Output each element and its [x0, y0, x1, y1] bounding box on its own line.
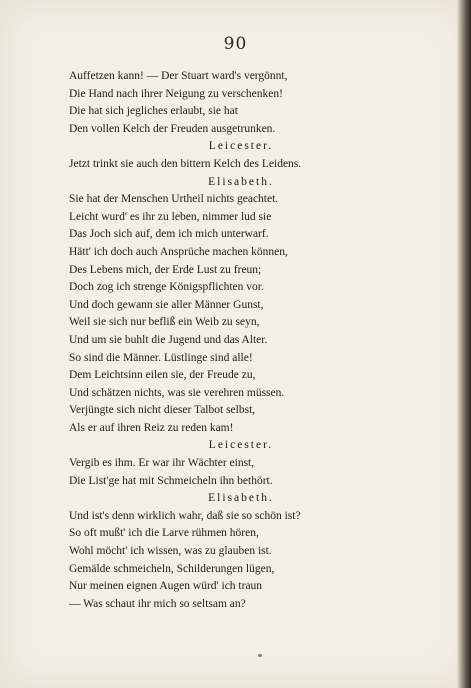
book-gutter: [457, 0, 471, 688]
verse-line: So sind die Männer. Lüstlinge sind alle!: [69, 351, 253, 364]
verse-line: Und um sie buhlt die Jugend und das Alter.: [69, 333, 268, 346]
verse-line: Als er auf ihren Reiz zu reden kam!: [69, 421, 234, 434]
verse-line: Die hat sich jegliches erlaubt, sie hat: [69, 105, 238, 118]
verse-line: So oft mußt' ich die Larve rühmen hören,: [69, 527, 259, 540]
speaker-name: Leicester.: [208, 140, 274, 153]
verse-line: Die List'ge hat mit Schmeicheln ihn bethört.: [69, 474, 273, 487]
verse-line: Den vollen Kelch der Freuden ausgetrunken.: [69, 122, 276, 135]
verse-line: Jetzt trinkt sie auch den bittern Kelch des Leidens.: [69, 157, 302, 170]
verse-line: Auffetzen kann! — Der Stuart ward's vergönnt,: [69, 70, 288, 82]
verse-line: Und ist's denn wirklich wahr, daß sie so schön ist?: [69, 509, 301, 522]
verse-text-block: [69, 68, 369, 613]
verse-line: Und doch gewann sie aller Männer Gunst,: [69, 298, 264, 311]
paper-stain: [258, 654, 262, 657]
verse-line: Leicht wurd' es ihr zu leben, nimmer lud sie: [69, 210, 272, 223]
page-number: 90: [223, 34, 248, 54]
verse-line: Wohl möcht' ich wissen, was zu glauben ist.: [69, 545, 272, 558]
verse-line: Dem Leichtsinn eilen sie, der Freude zu,: [69, 369, 256, 382]
verse-line: Nur meinen eignen Augen würd' ich traun: [69, 580, 263, 593]
verse-line: Des Lebens mich, der Erde Lust zu freun;: [69, 263, 262, 276]
verse-line: Doch zog ich strenge Königspflichten vor.: [69, 281, 264, 294]
verse-line: Hätt' ich doch auch Ansprüche machen können,: [69, 245, 288, 258]
verse-line: Vergib es ihm. Er war ihr Wächter einst,: [69, 457, 255, 470]
verse-line: Verjüngte sich nicht dieser Talbot selbst,: [69, 404, 256, 417]
verse-line: Gemälde schmeicheln, Schilderungen lügen,: [69, 562, 275, 575]
verse-line: Weil sie sich nur befliß ein Weib zu seyn,: [69, 316, 260, 329]
speaker-name: Leicester.: [208, 439, 274, 452]
speaker-name: Elisabeth.: [208, 175, 274, 188]
verse-line: Sie hat der Menschen Urtheil nichts geachtet.: [69, 193, 279, 206]
verse-line: Und schätzen nichts, was sie verehren müssen.: [69, 386, 285, 399]
verse-line: Das Joch sich auf, dem ich mich unterwarf.: [69, 228, 269, 241]
verse-line: — Was schaut ihr mich so seltsam an?: [69, 597, 246, 610]
speaker-name: Elisabeth.: [208, 492, 274, 505]
verse-line: Die Hand nach ihrer Neigung zu verschenken!: [69, 87, 283, 100]
